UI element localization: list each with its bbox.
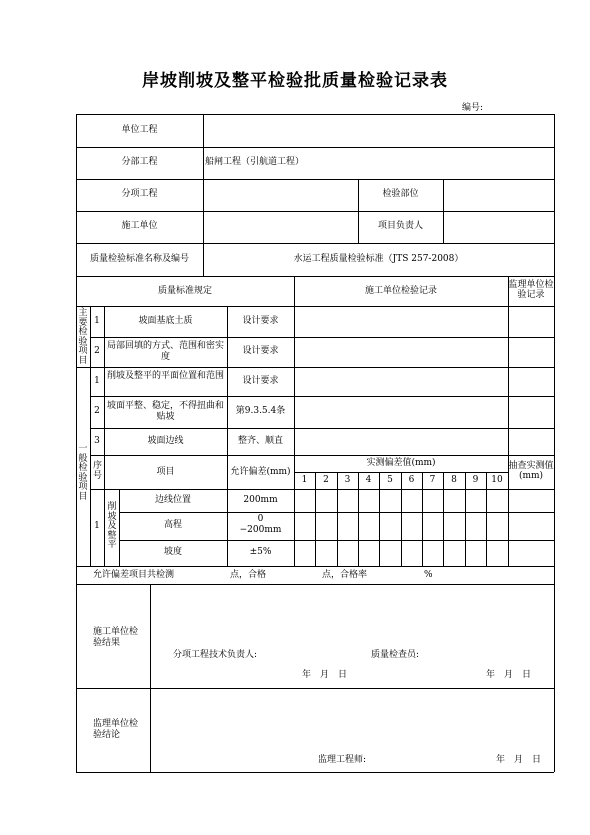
- inspection-part-label: 检验部位: [382, 189, 419, 199]
- summary-percent: %: [424, 570, 433, 580]
- main-item-2-name: 局部回填的方式、范围和密实度: [106, 341, 224, 362]
- standard-value: 水运工程质量检验标准（JTS 257-2008）: [293, 254, 464, 264]
- item-project-label: 分项工程: [121, 189, 158, 199]
- deviation-seq-header: 序号: [92, 461, 102, 481]
- main-items-group-label: 主要检验项目: [78, 308, 88, 366]
- deviation-row-3-name: 坡度: [163, 547, 182, 557]
- deviation-row-2-name: 高程: [163, 520, 182, 530]
- measure-col-5: 5: [387, 475, 393, 485]
- general-item-2-no: 2: [94, 406, 100, 416]
- supervisor-record-header: 监理单位检验记录: [508, 280, 554, 300]
- contractor-record-header: 施工单位检验记录: [364, 286, 437, 296]
- summary-rate: 点，合格率: [322, 570, 368, 580]
- general-item-1-no: 1: [94, 376, 100, 386]
- deviation-row-1-allowed: 200mm: [243, 495, 278, 505]
- supervisor-conclusion-label: 监理单位检验结论: [93, 719, 139, 740]
- quality-inspector-label: 质量检查员:: [371, 650, 420, 660]
- quality-standard-header: 质量标准规定: [157, 286, 212, 296]
- serial-number-label: 编号:: [462, 103, 484, 113]
- sub-project-label: 分部工程: [121, 157, 158, 167]
- deviation-group-label: 削坡及整平: [107, 502, 117, 550]
- measure-col-6: 6: [408, 475, 415, 485]
- deviation-row-1-name: 边线位置: [154, 495, 191, 505]
- deviation-allowed-header: 允许偏差(mm): [230, 467, 291, 477]
- summary-points: 点，合格: [230, 570, 267, 580]
- project-manager-label: 项目负责人: [377, 221, 423, 231]
- deviation-group-no: 1: [94, 521, 100, 531]
- main-item-1-req: 设计要求: [242, 316, 279, 326]
- contractor-label: 施工单位: [121, 221, 158, 231]
- general-item-1-name: 削坡及整平的平面位置和范围: [106, 371, 224, 381]
- general-item-3-req: 整齐、顺直: [237, 436, 283, 446]
- general-item-2-name: 坡面平整、稳定，不得扭曲和贴坡: [106, 401, 224, 422]
- contractor-date-2: 年 月 日: [486, 670, 532, 680]
- main-item-2-req: 设计要求: [242, 346, 279, 356]
- standard-label: 质量检验标准名称及编号: [89, 254, 189, 264]
- summary-label: 允许偏差项目共检测: [93, 570, 175, 580]
- deviation-measured-header: 实测偏差值(mm): [366, 458, 436, 468]
- general-item-1-req: 设计要求: [242, 376, 279, 386]
- main-item-2-no: 2: [94, 346, 100, 356]
- deviation-row-3-allowed: ±5%: [249, 547, 272, 557]
- measure-col-1: 1: [301, 475, 308, 485]
- measure-col-4: 4: [365, 475, 372, 485]
- page-title: 岸坡削坡及整平检验批质量检验记录表: [142, 71, 448, 91]
- general-item-3-no: 3: [94, 436, 100, 446]
- deviation-row-2-allowed: 0 −200mm: [239, 514, 282, 535]
- main-item-1-name: 坡面基底土质: [138, 316, 193, 326]
- measure-col-2: 2: [323, 475, 329, 485]
- contractor-conclusion-label: 施工单位检验结果: [93, 627, 139, 648]
- general-item-2-req: 第9.3.5.4条: [235, 406, 286, 416]
- deviation-item-header: 项目: [156, 467, 175, 477]
- measure-col-8: 8: [451, 475, 457, 485]
- tech-lead-label: 分项工程技术负责人:: [173, 650, 258, 660]
- measure-col-9: 9: [472, 475, 479, 485]
- unit-project-label: 单位工程: [121, 125, 158, 135]
- main-item-1-no: 1: [94, 316, 100, 326]
- contractor-date-1: 年 月 日: [302, 670, 348, 680]
- measure-col-3: 3: [344, 475, 351, 485]
- deviation-spot-check-header: 抽查实测值(mm): [508, 461, 554, 481]
- supervisor-date: 年 月 日: [496, 755, 542, 765]
- general-item-3-name: 坡面边线: [147, 436, 184, 446]
- sub-project-value: 船闸工程（引航道工程）: [205, 157, 305, 167]
- measure-col-7: 7: [429, 475, 436, 485]
- measure-col-10: 10: [491, 475, 503, 485]
- supervising-engineer-label: 监理工程师:: [318, 755, 367, 765]
- general-items-group-label: 一般检验项目: [78, 444, 88, 502]
